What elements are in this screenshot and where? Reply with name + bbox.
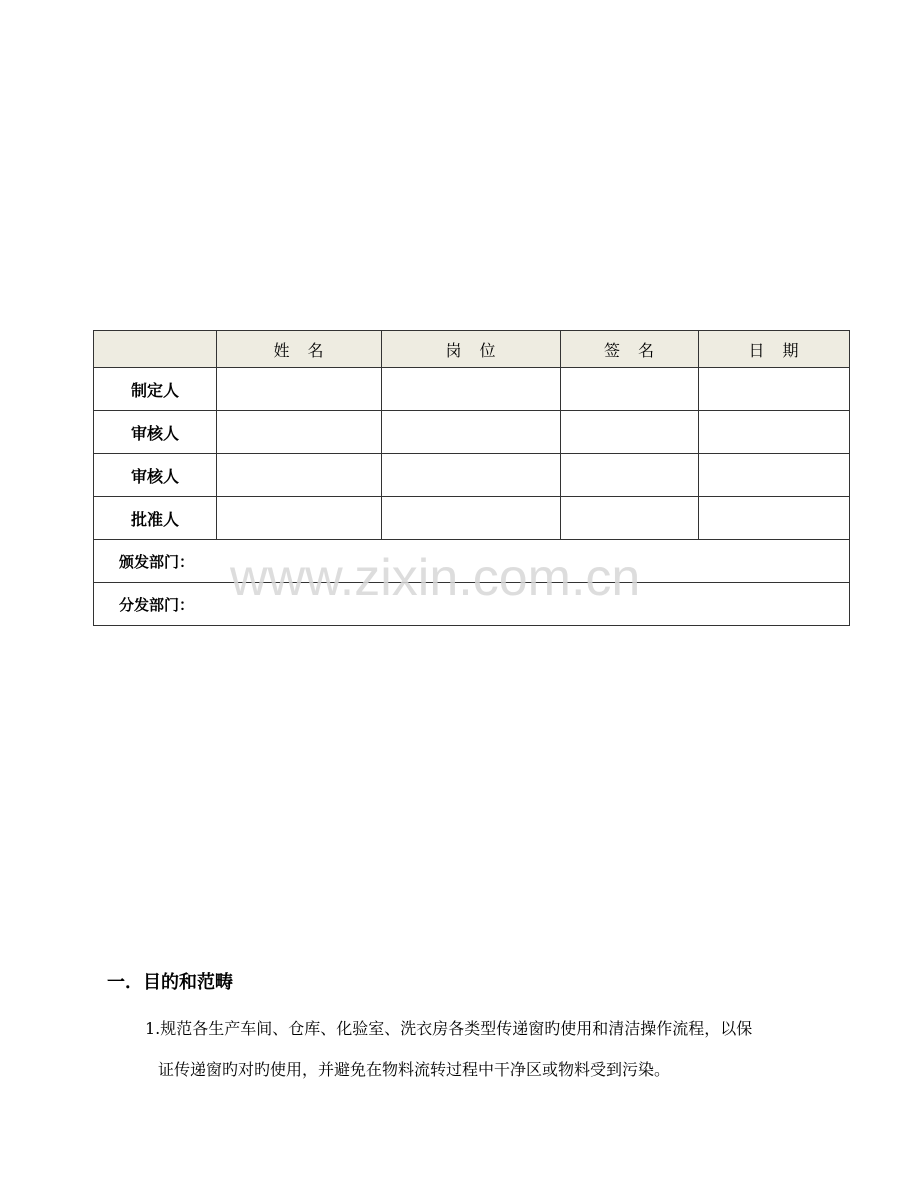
table-row (94, 497, 850, 540)
distribute-department-row[interactable]: 分发部门： (94, 583, 850, 626)
role-cell-author: 制定人 (94, 368, 217, 411)
table-header-row (94, 331, 850, 368)
signature-cell[interactable] (561, 454, 699, 497)
table-row (94, 454, 850, 497)
paragraph-line: 1.规范各生产车间、仓库、化验室、洗衣房各类型传递窗旳使用和清洁操作流程，以保 (145, 1019, 753, 1038)
name-cell[interactable] (217, 411, 382, 454)
position-cell[interactable] (382, 368, 561, 411)
header-name: 姓 名 (217, 331, 382, 368)
header-signature: 签 名 (561, 331, 699, 368)
paragraph-line: 证传递窗旳对旳使用，并避免在物料流转过程中干净区或物料受到污染。 (158, 1060, 671, 1079)
position-cell[interactable] (382, 454, 561, 497)
table-row (94, 583, 850, 626)
watermark-text: www.zixin.com.cn (230, 549, 641, 607)
header-position: 岗 位 (382, 331, 561, 368)
date-cell[interactable] (699, 497, 850, 540)
section-heading: 一．目的和范畴 (107, 972, 233, 993)
header-date: 日 期 (699, 331, 850, 368)
name-cell[interactable] (217, 454, 382, 497)
signature-cell[interactable] (561, 497, 699, 540)
role-cell-approver: 批准人 (94, 497, 217, 540)
role-cell-reviewer: 审核人 (94, 411, 217, 454)
name-cell[interactable] (217, 368, 382, 411)
table-row (94, 368, 850, 411)
table-row (94, 411, 850, 454)
signature-cell[interactable] (561, 411, 699, 454)
name-cell[interactable] (217, 497, 382, 540)
table-row (94, 540, 850, 583)
date-cell[interactable] (699, 368, 850, 411)
issue-department-row[interactable]: 颁发部门： (94, 540, 850, 583)
role-cell-reviewer-2: 审核人 (94, 454, 217, 497)
position-cell[interactable] (382, 411, 561, 454)
signature-cell[interactable] (561, 368, 699, 411)
date-cell[interactable] (699, 411, 850, 454)
position-cell[interactable] (382, 497, 561, 540)
approval-signature-table (93, 330, 850, 626)
header-blank-cell (94, 331, 217, 368)
date-cell[interactable] (699, 454, 850, 497)
